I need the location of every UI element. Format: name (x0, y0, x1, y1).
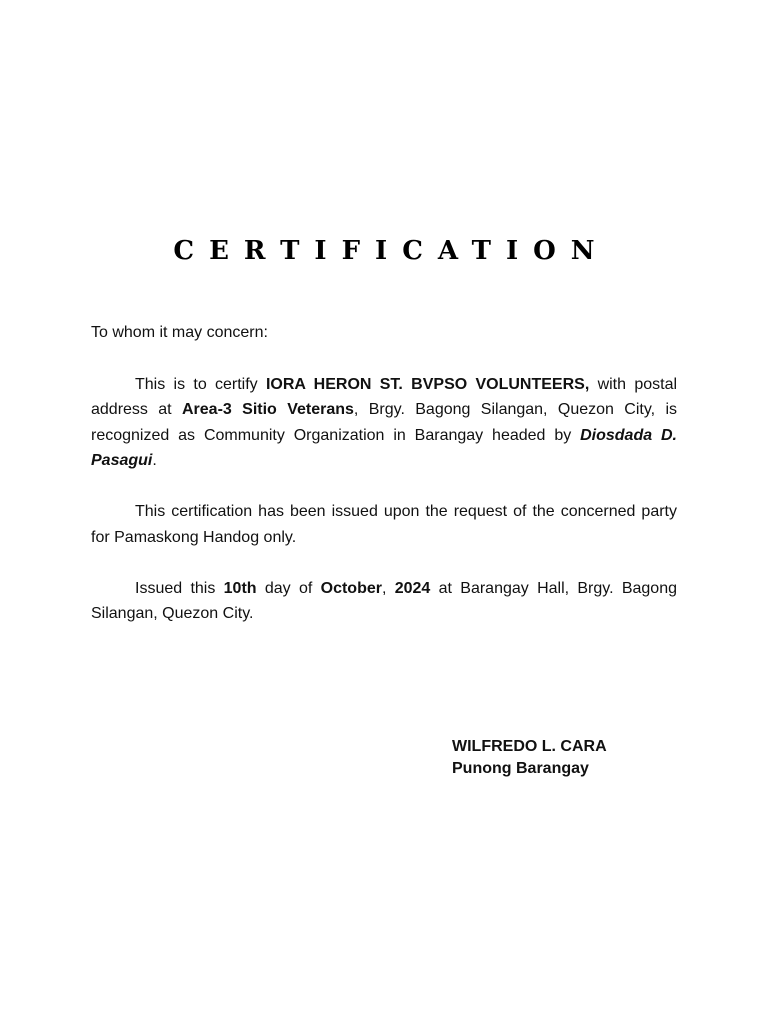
signatory-name: WILFREDO L. CARA (452, 738, 607, 755)
document-body (91, 320, 677, 652)
certify-lead: This is to certify (135, 375, 266, 393)
issued-mid: day of (256, 579, 321, 597)
certify-after-org: with postal address at (91, 375, 678, 418)
certify-paragraph (91, 372, 677, 474)
issued-year: 2024 (394, 579, 431, 597)
organization-name: IORA HERON ST. BVPSO VOLUNTEERS, (265, 375, 590, 393)
issued-comma: , (381, 579, 395, 597)
issued-month: October (320, 579, 382, 597)
signatory-position: Punong Barangay (452, 760, 589, 777)
issued-lead: Issued this (135, 579, 224, 597)
certify-end: . (152, 452, 157, 469)
address-bold: Area-3 Sitio Veterans (182, 401, 354, 418)
issued-day: 10th (223, 579, 257, 597)
salutation: To whom it may concern: (91, 324, 268, 341)
certify-after-address: , Brgy. Bagong Silangan, Quezon City, is recognized as Community Organization in Barangay headed by (91, 401, 678, 444)
document-title: CERTIFICATION (173, 236, 610, 266)
purpose-paragraph: This certification has been issued upon the request of the concerned party for Pamaskong Handog only. (91, 503, 677, 546)
signature-block (452, 736, 607, 780)
head-name: Diosdada D. Pasagui (91, 426, 677, 469)
issued-paragraph (91, 576, 677, 627)
issued-end: at Barangay Hall, Brgy. Bagong Silangan, Quezon City. (91, 579, 677, 622)
